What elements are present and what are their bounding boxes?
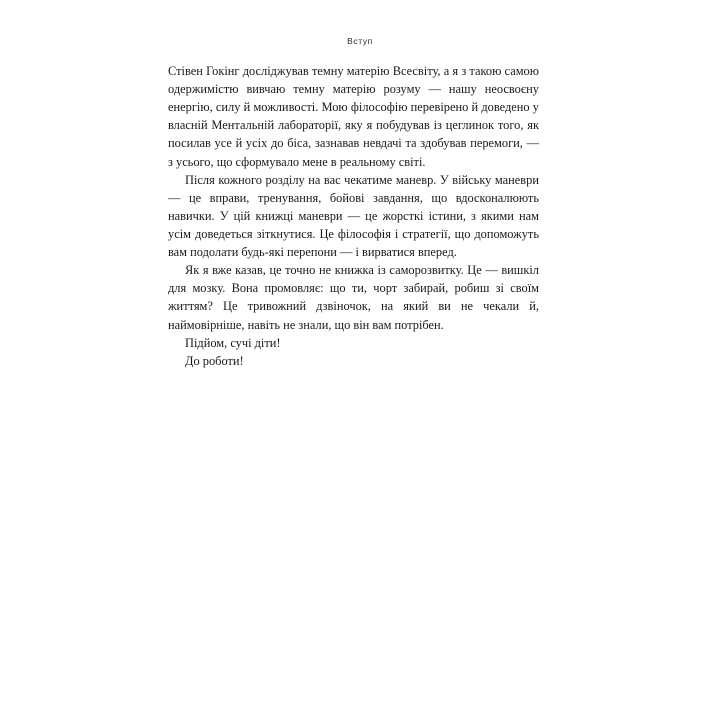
paragraph: Як я вже казав, це точно не книжка із саморозвитку. Це — вишкіл для мозку. Вона промовляє: що ти, чорт забирай, робиш зі своїм життям? Це тривожний дзвіночок, на який ви не чекали й, наймовірніше, навіть не знали, що він вам потрібен.	[168, 263, 539, 332]
paragraph: Стівен Гокінг досліджував темну матерію Всесвіту, а я з такою самою одержимістю вивчаю темну матерію розуму — нашу неосвоєну енергію, силу й можливості. Мою філософію перевірено й доведено у власній Ментальній лабораторії, яку я побудував із цеглинок того, як посилав усе й усіх до біса, зазнавав невдачі та здобував перемоги, — з усього, що сформувало мене в реальному світі.	[168, 64, 539, 169]
paragraph: Підйом, сучі діти!	[185, 335, 281, 350]
running-head: Вступ	[347, 36, 373, 46]
paragraph: Після кожного розділу на вас чекатиме маневр. У війську маневри — це вправи, тренування, бойові завдання, що вдосконалюють навички. У цій книжці маневри — це жорсткі істини, з якими нам усім доведеться зіткнутися. Це філософія і стратегії, що допоможуть вам подолати будь-які перепони — і вирватися вперед.	[168, 172, 539, 260]
body-text-block	[168, 62, 539, 370]
paragraph: До роботи!	[185, 353, 244, 368]
